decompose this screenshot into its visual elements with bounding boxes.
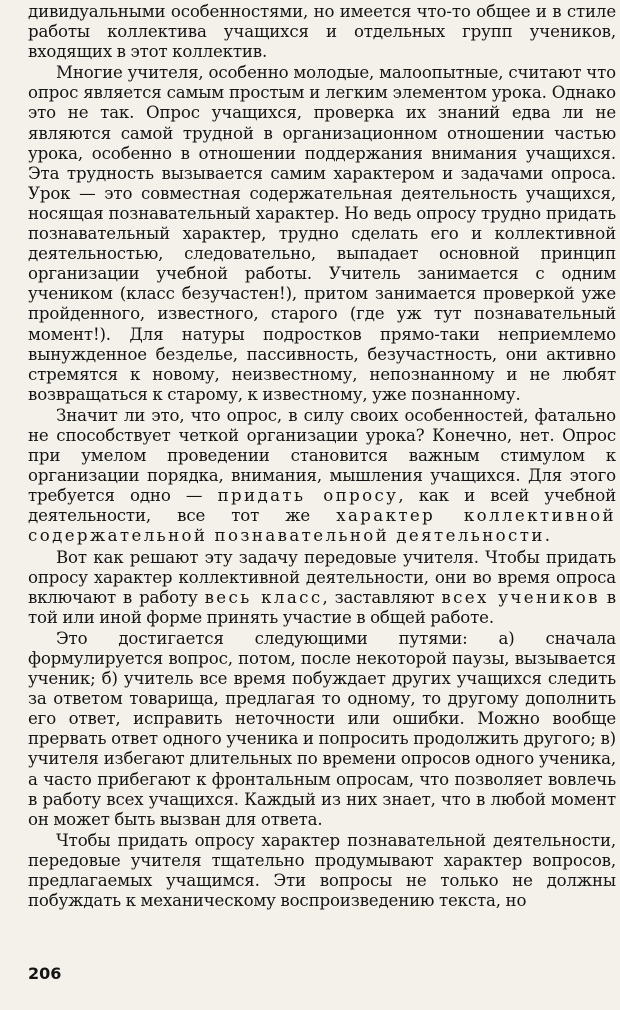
paragraph-text: , заставляют: [322, 587, 442, 607]
paragraph-text: Вот как решают эту задачу передовые учителя. Чтобы придать опросу характер коллективной деятельности, они во время опроса включают в работу: [28, 547, 616, 607]
paragraph-text: дивидуальными особенностями, но имеется что-то общее и в стиле работы коллектива учащихся и отдельных групп учеников, входящих в этот коллектив.: [28, 2, 616, 62]
book-page: [28, 2, 616, 911]
spaced-emphasis: всех учеников: [441, 587, 600, 607]
paragraph-text: Значит ли это, что опрос, в силу своих особенностей, фатально не способствует четкой организации урока? Конечно, нет. Опрос при умелом проведении становится важным стимулом к организации порядка, внимания, мышления учащихся. Для этого требуется одно —: [28, 405, 616, 506]
page-number: 206: [28, 964, 62, 983]
paragraph: [28, 63, 616, 405]
paragraph: [28, 406, 616, 547]
paragraph-text: Чтобы придать опросу характер познавательной деятельности, передовые учителя тщательно продумывают характер вопросов, предлагаемых учащимся. Эти вопросы не только не должны побуждать к механическому воспроизведению текста, но: [28, 830, 616, 911]
paragraph-text: .: [544, 526, 550, 546]
paragraph: [28, 629, 616, 830]
paragraph: [28, 548, 616, 628]
paragraph: [28, 2, 616, 62]
paragraph-text: в той или иной форме принять участие в общей работе.: [28, 587, 616, 627]
spaced-emphasis: придать опросу: [217, 486, 399, 506]
paragraph: [28, 831, 616, 911]
spaced-emphasis: характер коллективной содержательной познавательной деятельности: [28, 506, 616, 546]
paragraph-text: Многие учителя, особенно молодые, малоопытные, считают что опрос является самым простым и легким элементом урока. Однако это не так. Опрос учащихся, проверка их знаний едва ли не являются самой трудной в организационном отношении частью урока, особенно в отношении поддержания внимания учащихся. Эта трудность вызывается самим характером и задачами опроса. Урок — это совместная содержательная деятельность учащихся, носящая познавательный характер. Но ведь опросу трудно придать познавательный характер, трудно сделать его и коллективной деятельностью, следовательно, выпадает основной принцип организации учебной работы. Учитель занимается с одним учеником (класс безучастен!), притом занимается проверкой уже пройденного, известного, старого (где уж тут познавательный момент!). Для натуры подростков прямо-таки неприемлемо вынужденное безделье, пассивность, безучастность, они активно стремятся к новому, неизвестному, непознанному и не любят возвращаться к старому, к известному, уже познанному.: [28, 63, 616, 404]
paragraph-text: , как и всей учебной деятельности, все тот же: [28, 486, 616, 526]
paragraph-text: Это достигается следующими путями: а) сначала формулируется вопрос, потом, после некоторой паузы, вызывается ученик; б) учитель все время побуждает других учащихся следить за ответом товарища, предлагая то одному, то другому дополнить его ответ, исправить неточности или ошибки. Можно вообще прервать ответ одного ученика и попросить продолжить другого; в) учителя избегают длительных по времени опросов одного ученика, а часто прибегают к фронтальным опросам, что позволяет вовлечь в работу всех учащихся. Каждый из них знает, что в любой момент он может быть вызван для ответа.: [28, 628, 616, 829]
spaced-emphasis: весь класс: [204, 587, 323, 607]
